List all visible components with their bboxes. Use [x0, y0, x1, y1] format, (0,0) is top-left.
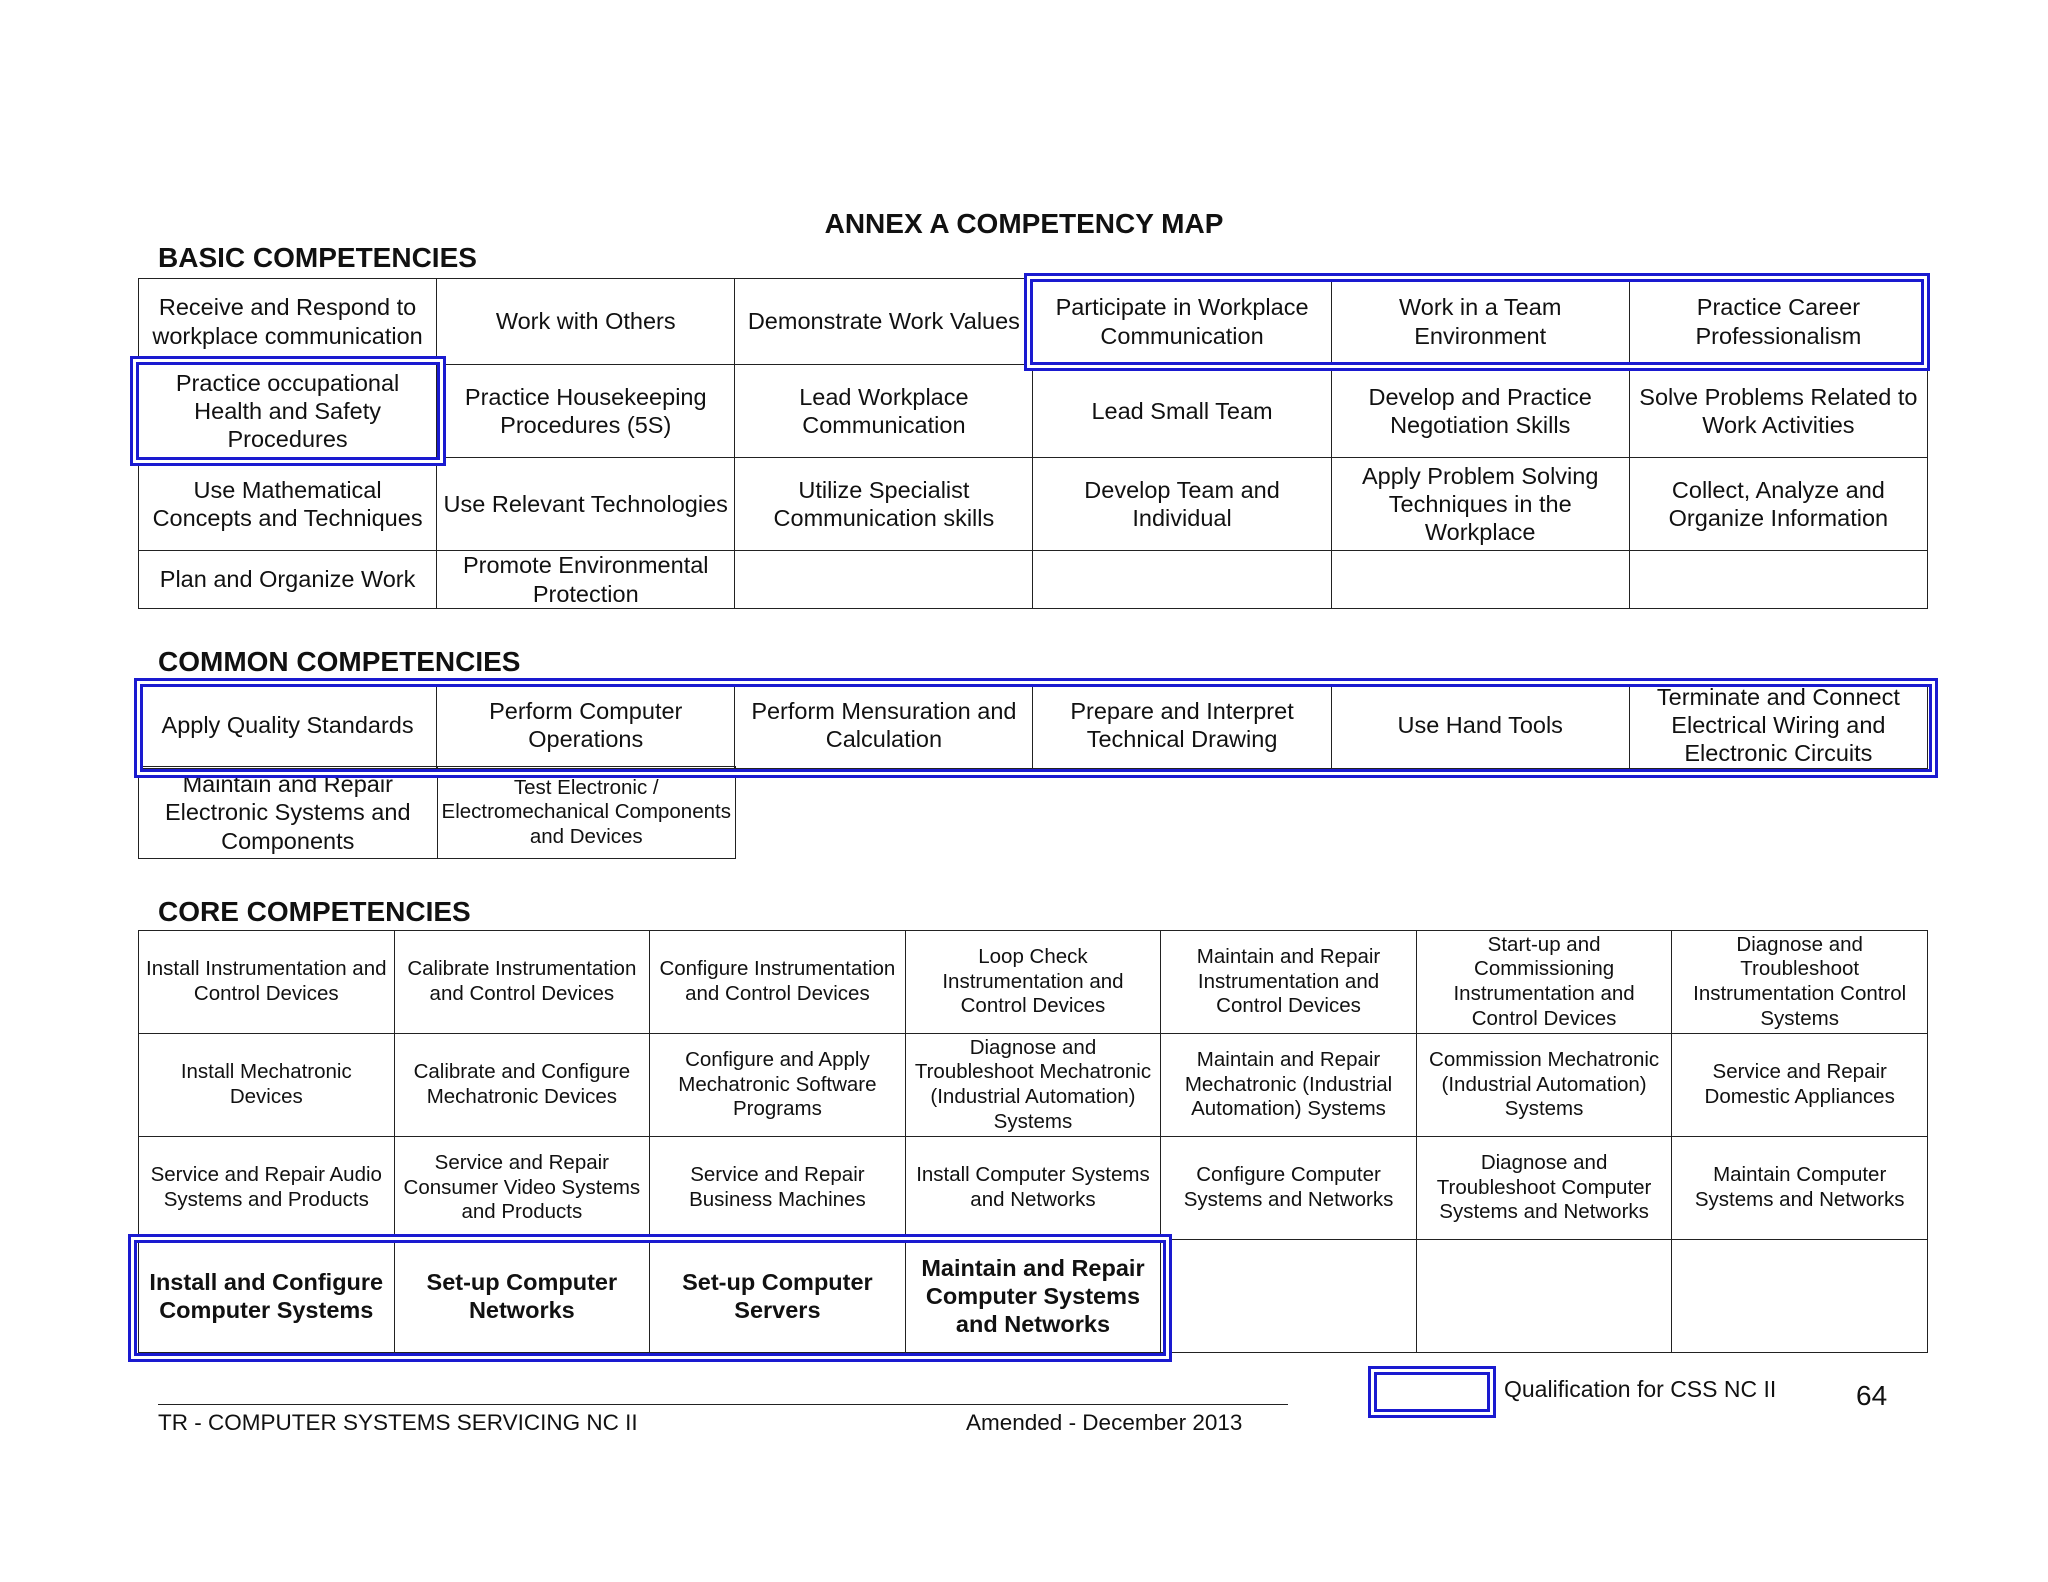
table-cell: Collect, Analyze and Organize Information [1629, 458, 1927, 551]
table-cell: Maintain and Repair Mechatronic (Industrial Automation) Systems [1161, 1034, 1417, 1137]
table-cell: Apply Problem Solving Techniques in the Workplace [1331, 458, 1629, 551]
table-cell: Service and Repair Audio Systems and Products [139, 1137, 395, 1240]
footer-document-title: TR - COMPUTER SYSTEMS SERVICING NC II [158, 1410, 638, 1435]
table-cell [1416, 1240, 1672, 1353]
table-cell: Terminate and Connect Electrical Wiring and Electronic Circuits [1629, 683, 1927, 769]
table-cell: Utilize Specialist Communication skills [735, 458, 1033, 551]
basic-competencies-table [138, 278, 1928, 609]
table-cell: Work with Others [437, 279, 735, 365]
table-cell: Perform Computer Operations [437, 683, 735, 769]
table-cell: Use Hand Tools [1331, 683, 1629, 769]
table-cell [1033, 551, 1331, 609]
table-cell: Use Mathematical Concepts and Techniques [139, 458, 437, 551]
table-cell: Set-up Computer Networks [394, 1240, 650, 1353]
table-cell: Lead Workplace Communication [735, 365, 1033, 458]
table-cell: Test Electronic / Electromechanical Components and Devices [437, 767, 736, 859]
table-cell: Prepare and Interpret Technical Drawing [1033, 683, 1331, 769]
table-cell [735, 551, 1033, 609]
table-cell: Install Instrumentation and Control Devices [139, 931, 395, 1034]
table-cell: Develop and Practice Negotiation Skills [1331, 365, 1629, 458]
table-cell [1331, 551, 1629, 609]
table-cell: Start-up and Commissioning Instrumentation and Control Devices [1416, 931, 1672, 1034]
table-cell [1629, 551, 1927, 609]
core-heading: CORE COMPETENCIES [158, 896, 471, 927]
common-competencies-table-row2 [138, 766, 736, 859]
table-cell: Maintain and Repair Instrumentation and Control Devices [1161, 931, 1417, 1034]
table-cell: Install Computer Systems and Networks [905, 1137, 1161, 1240]
table-cell: Diagnose and Troubleshoot Computer Systems and Networks [1416, 1137, 1672, 1240]
table-cell: Configure Computer Systems and Networks [1161, 1137, 1417, 1240]
footer-divider [158, 1404, 1288, 1405]
table-cell [1161, 1240, 1417, 1353]
table-cell: Solve Problems Related to Work Activities [1629, 365, 1927, 458]
table-cell: Install and Configure Computer Systems [139, 1240, 395, 1353]
table-cell: Participate in Workplace Communication [1033, 279, 1331, 365]
table-cell: Configure Instrumentation and Control Devices [650, 931, 906, 1034]
common-competencies-table [138, 682, 1928, 769]
page-title: ANNEX A COMPETENCY MAP [824, 208, 1224, 239]
table-cell: Develop Team and Individual [1033, 458, 1331, 551]
table-cell: Service and Repair Business Machines [650, 1137, 906, 1240]
table-cell: Service and Repair Domestic Appliances [1672, 1034, 1928, 1137]
table-cell: Configure and Apply Mechatronic Software Programs [650, 1034, 906, 1137]
table-cell: Plan and Organize Work [139, 551, 437, 609]
table-cell: Set-up Computer Servers [650, 1240, 906, 1353]
table-cell: Practice Housekeeping Procedures (5S) [437, 365, 735, 458]
table-cell: Calibrate Instrumentation and Control Devices [394, 931, 650, 1034]
table-cell: Use Relevant Technologies [437, 458, 735, 551]
table-cell: Calibrate and Configure Mechatronic Devices [394, 1034, 650, 1137]
table-cell: Install Mechatronic Devices [139, 1034, 395, 1137]
table-cell: Apply Quality Standards [139, 683, 437, 769]
table-cell: Maintain and Repair Electronic Systems and Components [139, 767, 438, 859]
table-cell: Service and Repair Consumer Video Systems and Products [394, 1137, 650, 1240]
table-cell: Maintain Computer Systems and Networks [1672, 1137, 1928, 1240]
table-cell: Demonstrate Work Values [735, 279, 1033, 365]
table-cell: Lead Small Team [1033, 365, 1331, 458]
page-number: 64 [1856, 1380, 1888, 1411]
table-cell: Maintain and Repair Computer Systems and Networks [905, 1240, 1161, 1353]
table-cell: Promote Environmental Protection [437, 551, 735, 609]
legend-swatch [1374, 1372, 1490, 1412]
table-cell: Perform Mensuration and Calculation [735, 683, 1033, 769]
core-competencies-table [138, 930, 1928, 1353]
table-cell: Work in a Team Environment [1331, 279, 1629, 365]
legend-label: Qualification for CSS NC II [1504, 1376, 1777, 1402]
table-cell: Practice occupational Health and Safety Procedures [139, 365, 437, 458]
table-cell: Diagnose and Troubleshoot Mechatronic (Industrial Automation) Systems [905, 1034, 1161, 1137]
table-cell: Commission Mechatronic (Industrial Automation) Systems [1416, 1034, 1672, 1137]
footer-amended-date: Amended - December 2013 [966, 1410, 1243, 1435]
table-cell: Loop Check Instrumentation and Control Devices [905, 931, 1161, 1034]
table-cell [1672, 1240, 1928, 1353]
table-cell: Diagnose and Troubleshoot Instrumentation Control Systems [1672, 931, 1928, 1034]
basic-heading: BASIC COMPETENCIES [158, 242, 477, 273]
common-heading: COMMON COMPETENCIES [158, 646, 521, 677]
table-cell: Practice Career Professionalism [1629, 279, 1927, 365]
table-cell: Receive and Respond to workplace communication [139, 279, 437, 365]
